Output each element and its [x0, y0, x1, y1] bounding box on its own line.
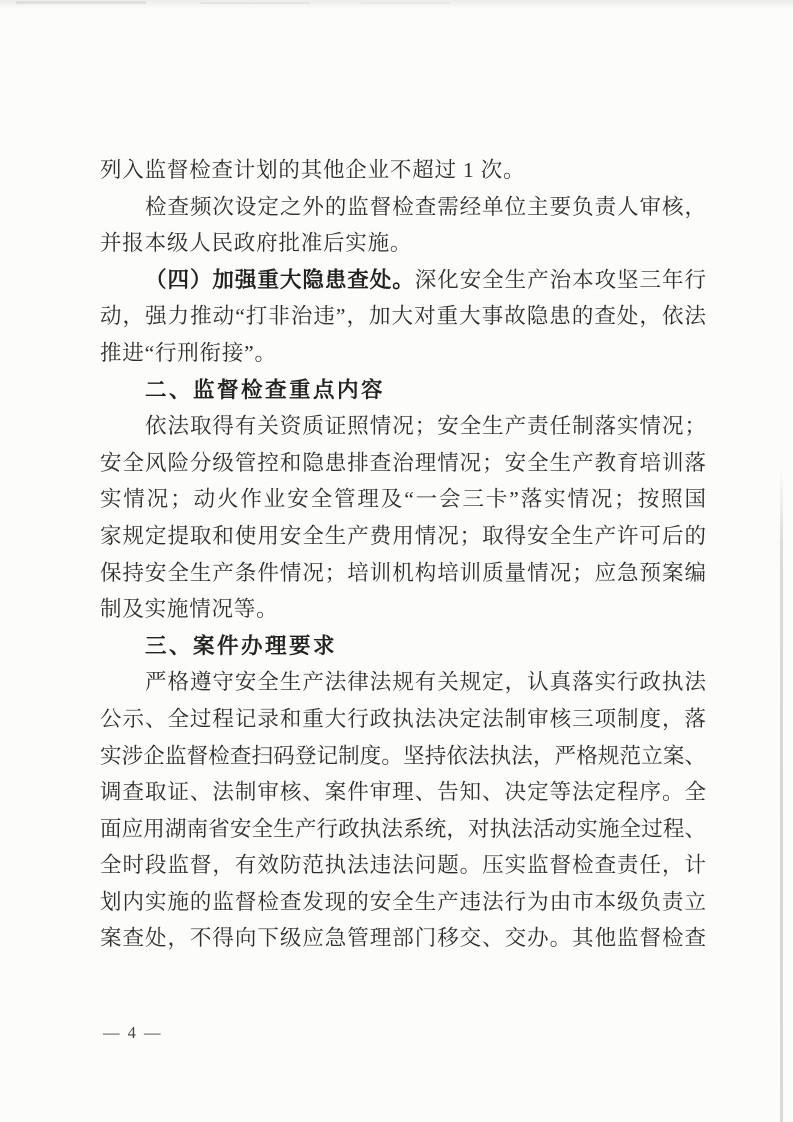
- section-heading-line: [100, 372, 706, 409]
- bold-text-run: 二、监督检查重点内容: [145, 377, 386, 402]
- scan-edge-artifact-segment: [360, 2, 450, 4]
- text-line: [100, 701, 706, 738]
- scan-edge-artifact-segment: [200, 2, 310, 4]
- text-line: [100, 774, 706, 811]
- section-heading-line: [100, 628, 706, 665]
- text-line: [100, 225, 706, 262]
- page-number: — 4 —: [103, 1023, 163, 1042]
- text-line: [100, 518, 706, 555]
- text-line: [100, 335, 706, 372]
- text-line: [100, 152, 706, 189]
- text-run: 调查取证、法制审核、案件审理、告知、决定等法定程序。全: [100, 780, 706, 805]
- text-line: [100, 408, 706, 445]
- text-run: 公示、全过程记录和重大行政执法决定法制审核三项制度，落: [100, 706, 706, 731]
- scan-edge-artifact-right: [780, 468, 783, 1122]
- text-run: 保持安全生产条件情况；培训机构培训质量情况；应急预案编: [100, 560, 706, 585]
- bold-text-run: （四）加强重大隐患查处。: [145, 267, 415, 292]
- text-line: [100, 847, 706, 884]
- text-line: [100, 481, 706, 518]
- text-run: 制及实施情况等。: [100, 597, 279, 622]
- text-run: 深化安全生产治本攻坚三年行: [414, 267, 706, 292]
- text-line: [100, 189, 706, 226]
- bold-text-run: 三、案件办理要求: [145, 633, 338, 658]
- text-run: 并报本级人民政府批准后实施。: [100, 231, 413, 256]
- text-run: 推进“行刑衔接”。: [100, 340, 277, 365]
- text-run: 严格遵守安全生产法律法规有关规定，认真落实行政执法: [145, 670, 706, 695]
- text-run: 案查处，不得向下级应急管理部门移交、交办。其他监督检查: [100, 926, 706, 951]
- text-run: 安全风险分级管控和隐患排查治理情况；安全生产教育培训落: [100, 450, 706, 475]
- text-run: 实涉企监督检查扫码登记制度。坚持依法执法，严格规范立案、: [100, 743, 706, 768]
- text-line: [100, 920, 706, 957]
- text-line: [100, 884, 706, 921]
- text-line: [100, 555, 706, 592]
- document-text-block: [100, 152, 706, 957]
- text-line: [100, 591, 706, 628]
- text-run: 列入监督检查计划的其他企业不超过 1 次。: [100, 158, 526, 182]
- text-run: 面应用湖南省安全生产行政执法系统，对执法活动实施全过程、: [100, 816, 706, 841]
- text-line: [100, 262, 706, 299]
- text-line: [100, 445, 706, 482]
- text-run: 家规定提取和使用安全生产费用情况；取得安全生产许可后的: [100, 523, 706, 548]
- text-line: [100, 298, 706, 335]
- scan-edge-artifact-segment: [16, 1, 146, 4]
- text-run: 动，强力推动“打非治违”，加大对重大事故隐患的查处，依法: [100, 304, 706, 329]
- text-run: 检查频次设定之外的监督检查需经单位主要负责人审核，: [145, 194, 706, 219]
- text-run: 实情况；动火作业安全管理及“一会三卡”落实情况；按照国: [100, 487, 706, 512]
- text-run: 全时段监督，有效防范执法违法问题。压实监督检查责任，计: [100, 853, 706, 878]
- text-line: [100, 738, 706, 775]
- text-line: [100, 811, 706, 848]
- text-run: 划内实施的监督检查发现的安全生产违法行为由市本级负责立: [100, 889, 706, 914]
- text-run: 依法取得有关资质证照情况；安全生产责任制落实情况；: [145, 414, 706, 439]
- text-line: [100, 664, 706, 701]
